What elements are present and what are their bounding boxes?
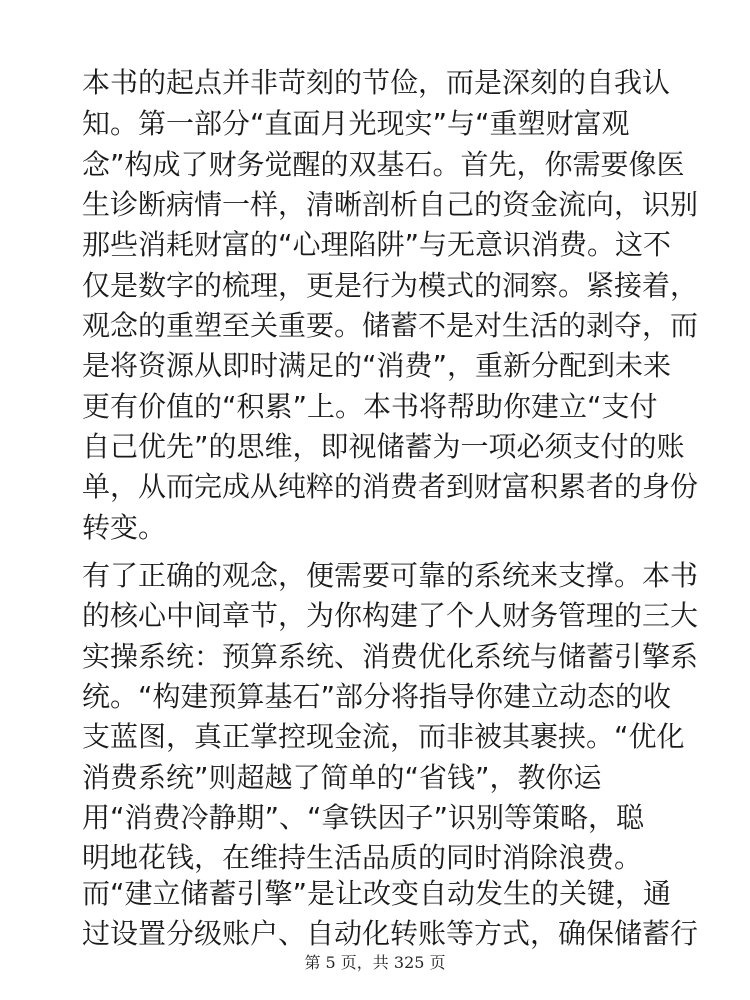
body-text-line: 是将资源从即时满足的“消费”，重新分配到未来 — [82, 349, 672, 382]
body-text-line: 单，从而完成从纯粹的消费者到财富积累者的身份 — [82, 470, 699, 503]
body-text-line: 自己优先”的思维，即视储蓄为一项必须支付的账 — [82, 430, 685, 463]
body-text-line: 本书的起点并非苛刻的节俭，而是深刻的自我认 — [82, 66, 671, 99]
body-text-line: 有了正确的观念，便需要可靠的系统来支撑。本书 — [82, 559, 699, 592]
body-text-line: 实操系统：预算系统、消费优化系统与储蓄引擎系 — [82, 640, 699, 673]
body-text-line: 生诊断病情一样，清晰剖析自己的资金流向，识别 — [82, 188, 699, 221]
body-text-line: 支蓝图，真正掌控现金流，而非被其裹挟。“优化 — [82, 720, 685, 753]
body-text-line: 知。第一部分“直面月光现实”与“重塑财富观 — [82, 107, 630, 140]
body-text-line: 用“消费冷静期”、“拿铁因子”识别等策略，聪 — [82, 801, 645, 834]
body-text-line: 消费系统”则超越了简单的“省钱”，教你运 — [82, 761, 602, 794]
body-text-line: 的核心中间章节，为你构建了个人财务管理的三大 — [82, 599, 699, 632]
body-text-line: 更有价值的“积累”上。本书将帮助你建立“支付 — [82, 390, 658, 423]
body-text-line: 转变。 — [82, 511, 167, 544]
body-text-line: 统。“构建预算基石”部分将指导你建立动态的收 — [82, 680, 672, 713]
body-text-line: 过设置分级账户、自动化转账等方式，确保储蓄行 — [82, 917, 699, 950]
body-text-line: 那些消耗财富的“心理陷阱”与无意识消费。这不 — [82, 228, 672, 261]
body-text-line: 明地花钱，在维持生活品质的同时消除浪费。 — [82, 841, 643, 874]
body-text-line: 观念的重塑至关重要。储蓄不是对生活的剥夺，而 — [82, 309, 699, 342]
body-text-line: 而“建立储蓄引擎”是让改变自动发生的关键，通 — [82, 877, 672, 910]
body-text-line: 念”构成了财务觉醒的双基石。首先，你需要像医 — [82, 148, 685, 181]
body-text-line: 仅是数字的梳理，更是行为模式的洞察。紧接着， — [82, 269, 699, 302]
page-number-footer: 第 5 页，共 325 页 — [304, 953, 446, 972]
